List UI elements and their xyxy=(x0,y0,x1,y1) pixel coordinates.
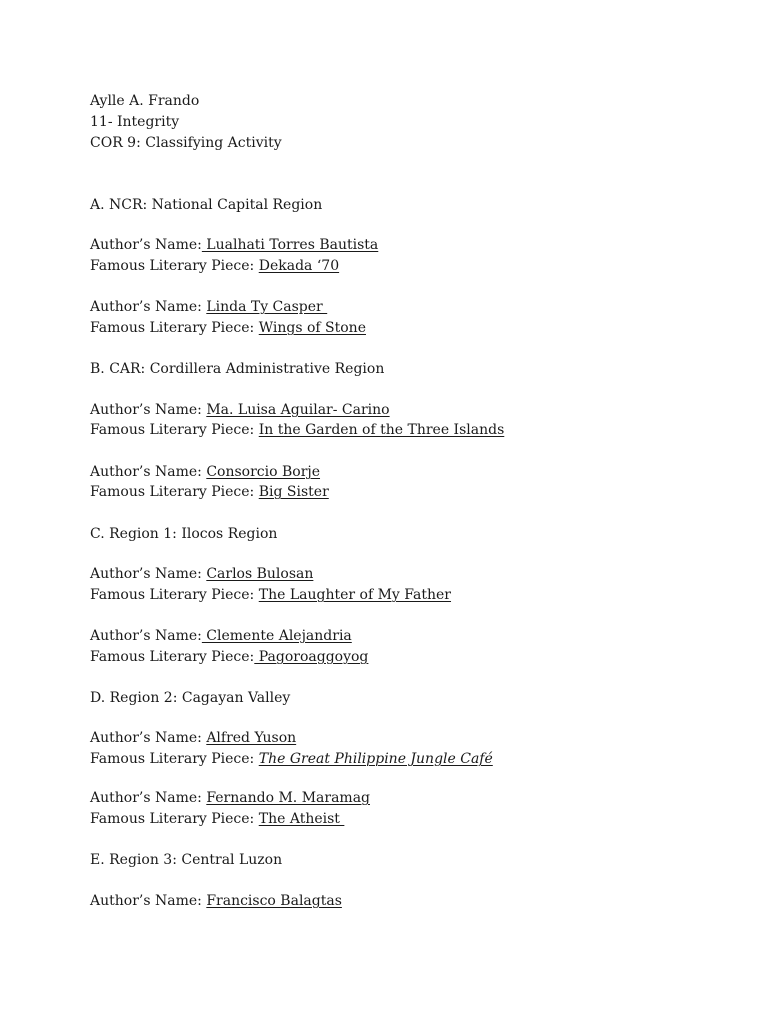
piece-label: Famous Literary Piece: xyxy=(90,258,255,274)
piece-title: The Laughter of My Father xyxy=(258,587,452,603)
author-name: Ma. Luisa Aguilar- Carino xyxy=(206,402,390,418)
piece-label: Famous Literary Piece: xyxy=(90,484,255,500)
author-line xyxy=(90,400,390,420)
region-heading-cagayan: D. Region 2: Cagayan Valley xyxy=(90,690,291,706)
piece-line xyxy=(90,647,368,667)
piece-line xyxy=(90,749,493,769)
author-line xyxy=(90,728,296,748)
author-line xyxy=(90,788,370,808)
author-line xyxy=(90,564,313,584)
author-name: Alfred Yuson xyxy=(206,730,297,746)
author-name: Linda Ty Casper xyxy=(206,299,328,315)
piece-title: Wings of Stone xyxy=(258,320,366,336)
piece-title: Big Sister xyxy=(258,484,329,500)
piece-title: Pagoroaggoyog xyxy=(254,649,369,665)
author-label: Author’s Name: xyxy=(90,299,202,315)
piece-label: Famous Literary Piece: xyxy=(90,320,255,336)
author-line xyxy=(90,891,342,911)
author-name: Francisco Balagtas xyxy=(206,893,342,909)
student-section: 11- Integrity xyxy=(90,114,180,130)
author-name: Fernando M. Maramag xyxy=(206,790,370,806)
piece-label: Famous Literary Piece: xyxy=(90,422,255,438)
piece-line xyxy=(90,482,329,502)
region-heading-ilocos: C. Region 1: Ilocos Region xyxy=(90,526,278,542)
piece-line xyxy=(90,809,344,829)
piece-line xyxy=(90,256,339,276)
piece-title: The Great Philippine Jungle Café xyxy=(258,751,493,767)
author-label: Author’s Name: xyxy=(90,402,202,418)
author-label: Author’s Name: xyxy=(90,790,202,806)
activity-title: COR 9: Classifying Activity xyxy=(90,135,282,151)
piece-label: Famous Literary Piece: xyxy=(90,649,255,665)
author-label: Author’s Name: xyxy=(90,464,202,480)
piece-line xyxy=(90,318,366,338)
author-line xyxy=(90,626,352,646)
student-name: Aylle A. Frando xyxy=(90,93,200,109)
region-heading-car: B. CAR: Cordillera Administrative Region xyxy=(90,361,385,377)
author-label: Author’s Name: xyxy=(90,628,202,644)
author-name: Carlos Bulosan xyxy=(206,566,314,582)
piece-label: Famous Literary Piece: xyxy=(90,587,255,603)
author-name: Consorcio Borje xyxy=(206,464,321,480)
piece-label: Famous Literary Piece: xyxy=(90,751,255,767)
piece-title: The Atheist xyxy=(258,811,345,827)
author-name: Lualhati Torres Bautista xyxy=(201,237,379,253)
region-heading-ncr: A. NCR: National Capital Region xyxy=(90,197,323,213)
author-label: Author’s Name: xyxy=(90,893,202,909)
author-line xyxy=(90,462,320,482)
region-heading-central-luzon: E. Region 3: Central Luzon xyxy=(90,852,283,868)
author-line xyxy=(90,235,378,255)
author-line xyxy=(90,297,327,317)
piece-title: In the Garden of the Three Islands xyxy=(258,422,505,438)
author-label: Author’s Name: xyxy=(90,730,202,746)
piece-label: Famous Literary Piece: xyxy=(90,811,255,827)
piece-line xyxy=(90,585,451,605)
piece-title: Dekada ‘70 xyxy=(258,258,340,274)
piece-line xyxy=(90,420,504,440)
author-name: Clemente Alejandria xyxy=(201,628,352,644)
author-label: Author’s Name: xyxy=(90,237,202,253)
author-label: Author’s Name: xyxy=(90,566,202,582)
